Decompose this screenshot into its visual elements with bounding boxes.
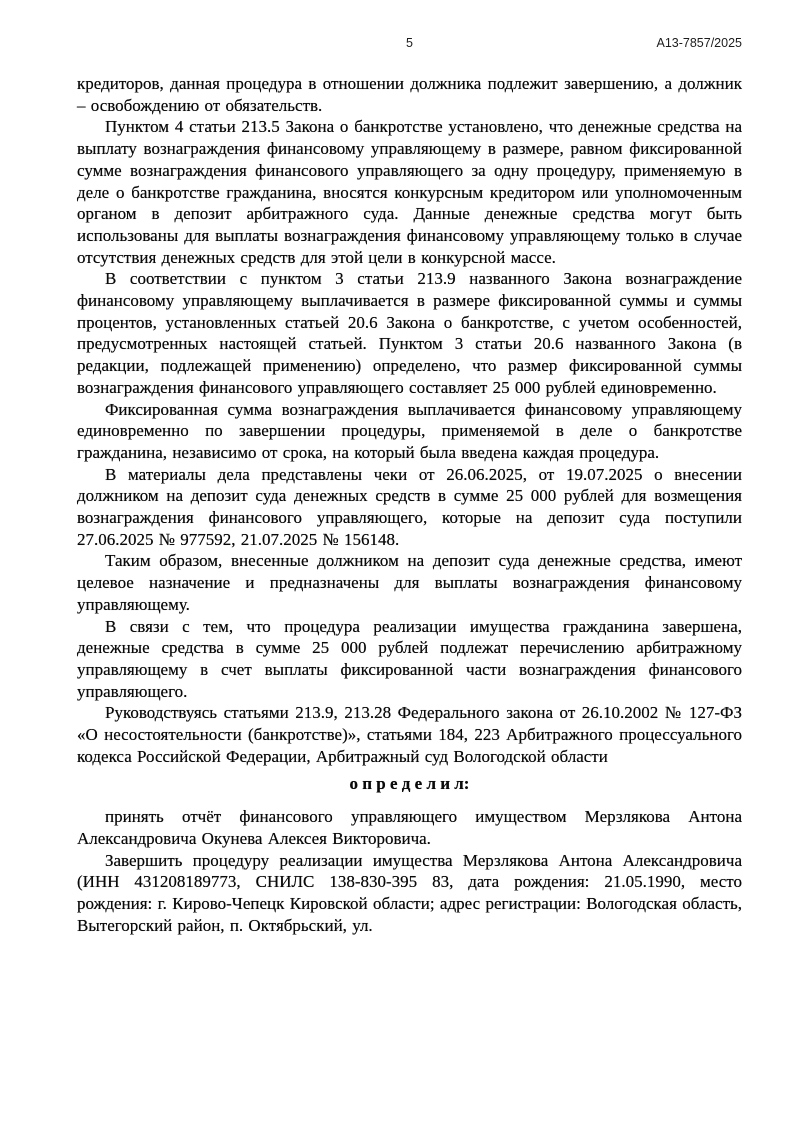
ruling-paragraph: Завершить процедуру реализации имущества Мерзлякова Антона Александровича (ИНН 431208189773, СНИЛС 138-830-395 83, дата рождения: 21.05.1990, место рождения: г. Кирово-Чепецк Кировской области; адрес регистрации: Вологодская область, Вытегорский район, п. Октябрьский, ул. <box>77 850 742 935</box>
paragraph: В соответствии с пунктом 3 статьи 213.9 названного Закона вознаграждение финансовому управляющему выплачивается в размере фиксированной суммы и суммы процентов, установленных статьей 20.6 Закона о банкротстве, с учетом особенностей, предусмотренных настоящей статьей. Пунктом 3 статьи 20.6 названного Закона (в редакции, подлежащей применению) определено, что размер фиксированной суммы вознаграждения финансового управляющего составляет 25 000 рублей единовременно. <box>77 269 742 397</box>
ruling-heading: о п р е д е л и л: <box>349 773 470 793</box>
paragraph: В материалы дела представлены чеки от 26.06.2025, от 19.07.2025 о внесении должником на депозит суда денежных средств в сумме 25 000 рублей для возмещения вознаграждения финансового управляющего, которые на депозит суда поступили 27.06.2025 № 977592, 21.07.2025 № 156148. <box>77 464 742 549</box>
paragraph: Таким образом, внесенные должником на депозит суда денежные средства, имеют целевое назначение и предназначены для выплаты вознаграждения финансовому управляющему. <box>77 551 742 614</box>
paragraph: Руководствуясь статьями 213.9, 213.28 Федерального закона от 26.10.2002 № 127-ФЗ «О несостоятельности (банкротстве)», статьями 184, 223 Арбитражного процессуального кодекса Российской Федерации, Арбитражный суд Вологодской области <box>77 703 742 766</box>
document-body <box>77 73 742 936</box>
paragraph-continuation: кредиторов, данная процедура в отношении должника подлежит завершению, а должник – освобождению от обязательств. <box>77 74 742 115</box>
paragraph: Пунктом 4 статьи 213.5 Закона о банкротстве установлено, что денежные средства на выплату вознаграждения финансовому управляющему в размере, равном фиксированной сумме вознаграждения финансового управляющего за одну процедуру, применяемую в деле о банкротстве гражданина, вносятся конкурсным кредитором или уполномоченным органом в депозит арбитражного суда. Данные денежные средства могут быть использованы для выплаты вознаграждения финансовому управляющему только в случае отсутствия денежных средств для этой цели в конкурсной массе. <box>77 117 742 267</box>
page-number: 5 <box>406 36 413 50</box>
paragraph: В связи с тем, что процедура реализации имущества гражданина завершена, денежные средства в сумме 25 000 рублей подлежат перечислению арбитражному управляющему в счет выплаты фиксированной части вознаграждения финансового управляющего. <box>77 616 742 701</box>
ruling-paragraph: принять отчёт финансового управляющего имуществом Мерзлякова Антона Александровича Окунева Алексея Викторовича. <box>77 807 742 848</box>
paragraph: Фиксированная сумма вознаграждения выплачивается финансовому управляющему единовременно по завершении процедуры, применяемой в деле о банкротстве гражданина, независимо от срока, на который была введена каждая процедура. <box>77 399 742 462</box>
page-header <box>77 36 742 52</box>
case-number: А13-7857/2025 <box>656 36 742 50</box>
